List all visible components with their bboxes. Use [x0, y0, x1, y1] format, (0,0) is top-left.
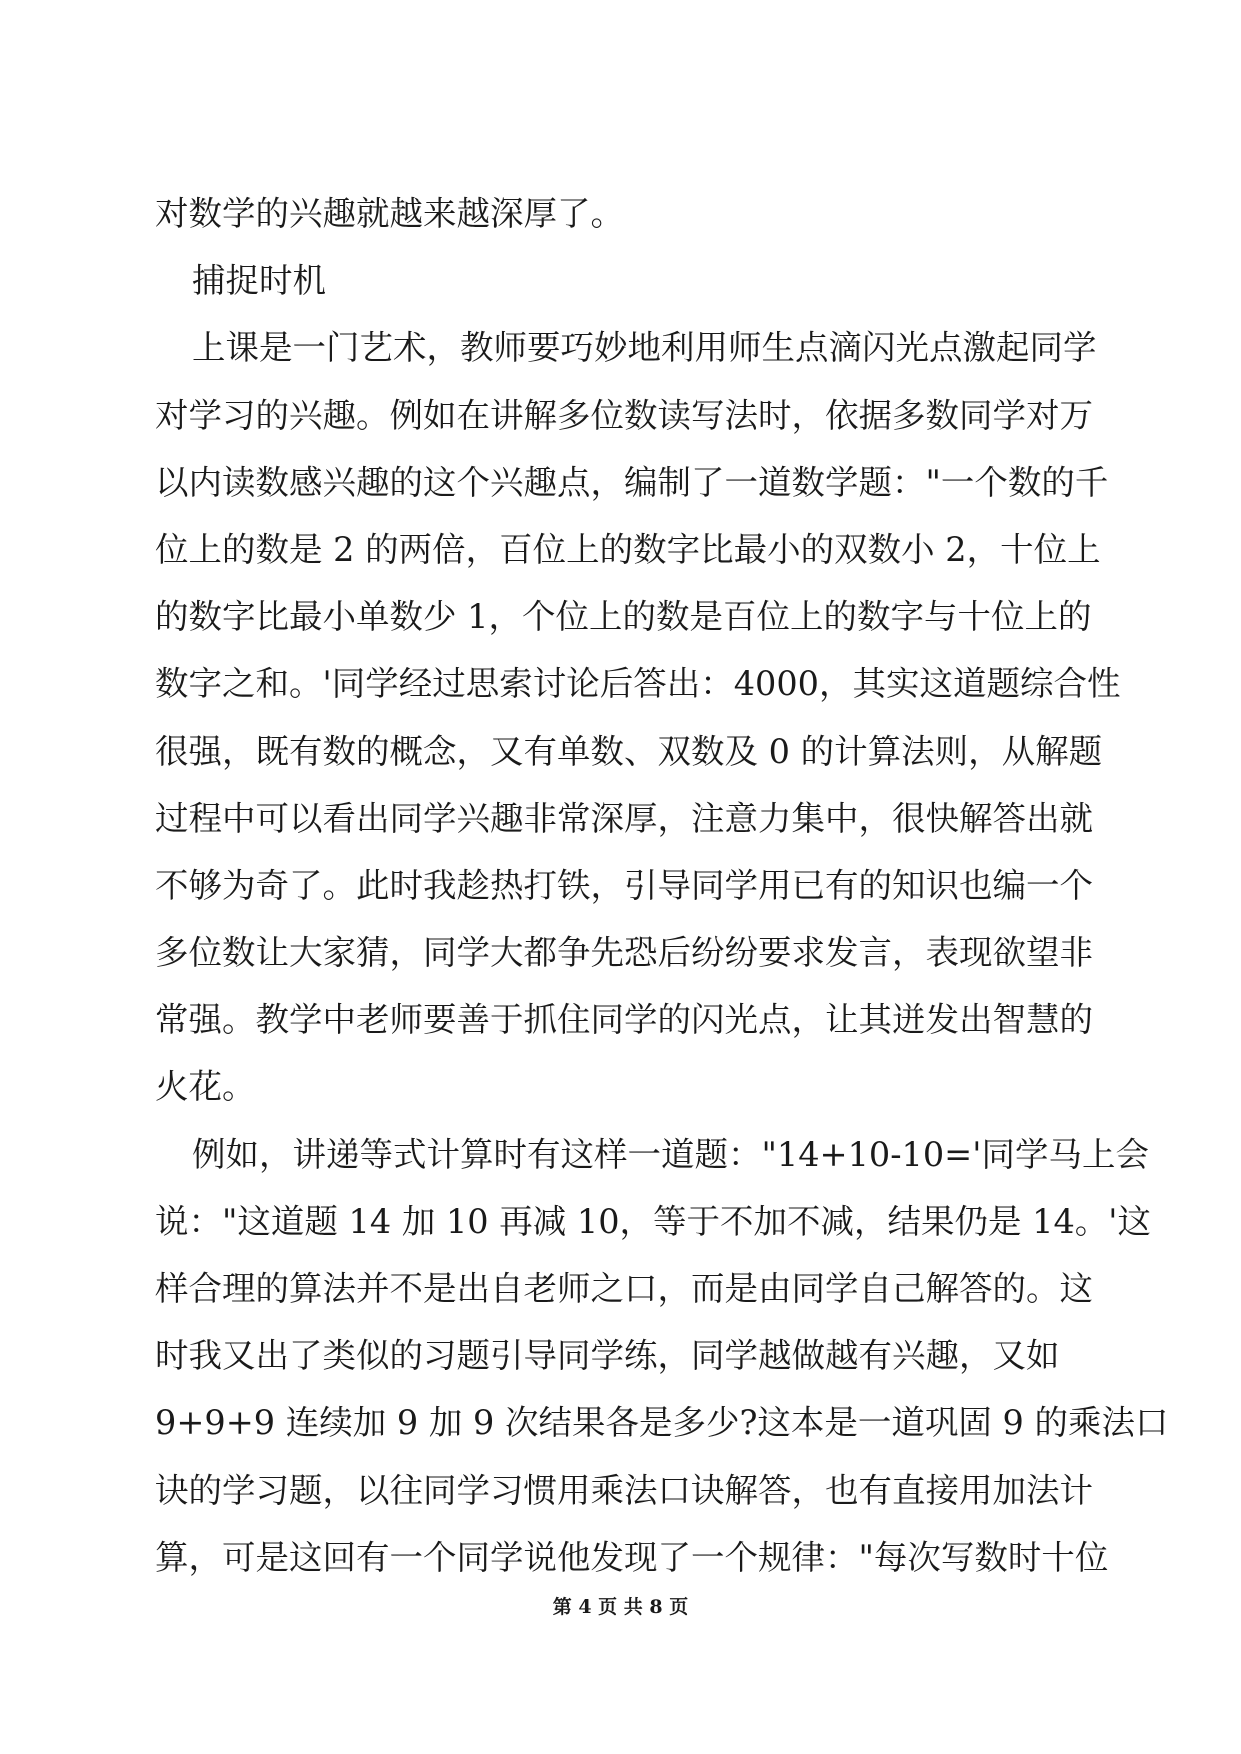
- text-line: 火花。: [155, 1067, 256, 1107]
- text-line: 以内读数感兴趣的这个兴趣点，编制了一道数学题："一个数的千: [155, 462, 1109, 502]
- text-line: 时我又出了类似的习题引导同学练，同学越做越有兴趣，又如: [155, 1336, 1060, 1376]
- page-footer: [0, 1592, 1241, 1619]
- text-line: 例如，讲递等式计算时有这样一道题："14+10-10='同学马上会: [192, 1134, 1149, 1174]
- text-line: 很强，既有数的概念，又有单数、双数及 0 的计算法则，从解题: [155, 731, 1103, 771]
- text-line: 数字之和。'同学经过思索讨论后答出：4000，其实这道题综合性: [155, 664, 1121, 704]
- text-line: 过程中可以看出同学兴趣非常深厚，注意力集中，很快解答出就: [155, 798, 1093, 838]
- text-line: 不够为奇了。此时我趁热打铁，引导同学用已有的知识也编一个: [155, 865, 1093, 905]
- text-line: 说："这道题 14 加 10 再减 10，等于不加不减，结果仍是 14。'这: [155, 1201, 1152, 1241]
- text-line: 常强。教学中老师要善于抓住同学的闪光点，让其迸发出智慧的: [155, 1000, 1093, 1040]
- text-line: 位上的数是 2 的两倍，百位上的数字比最小的双数小 2，十位上: [155, 529, 1101, 569]
- text-line: 样合理的算法并不是出自老师之口，而是由同学自己解答的。这: [155, 1269, 1093, 1308]
- text-line: 上课是一门艺术，教师要巧妙地利用师生点滴闪光点激起同学: [192, 328, 1097, 368]
- section-heading: 捕捉时机: [192, 261, 326, 301]
- text-line: 对数学的兴趣就越来越深厚了。: [155, 194, 624, 233]
- text-line: 算，可是这回有一个同学说他发现了一个规律："每次写数时十位: [155, 1537, 1109, 1577]
- text-line: 多位数让大家猜，同学大都争先恐后纷纷要求发言，表现欲望非: [155, 933, 1093, 973]
- page-number-label: 第 4 页 共 8 页: [552, 1596, 689, 1618]
- text-line: 诀的学习题，以往同学习惯用乘法口诀解答，也有直接用加法计: [155, 1470, 1093, 1510]
- text-line: 9+9+9 连续加 9 加 9 次结果各是多少?这本是一道巩固 9 的乘法口: [155, 1403, 1169, 1443]
- text-line: 对学习的兴趣。例如在讲解多位数读写法时，依据多数同学对万: [155, 395, 1093, 435]
- document-body: [155, 180, 1169, 1591]
- text-line: 的数字比最小单数少 1，个位上的数是百位上的数字与十位上的: [155, 597, 1092, 637]
